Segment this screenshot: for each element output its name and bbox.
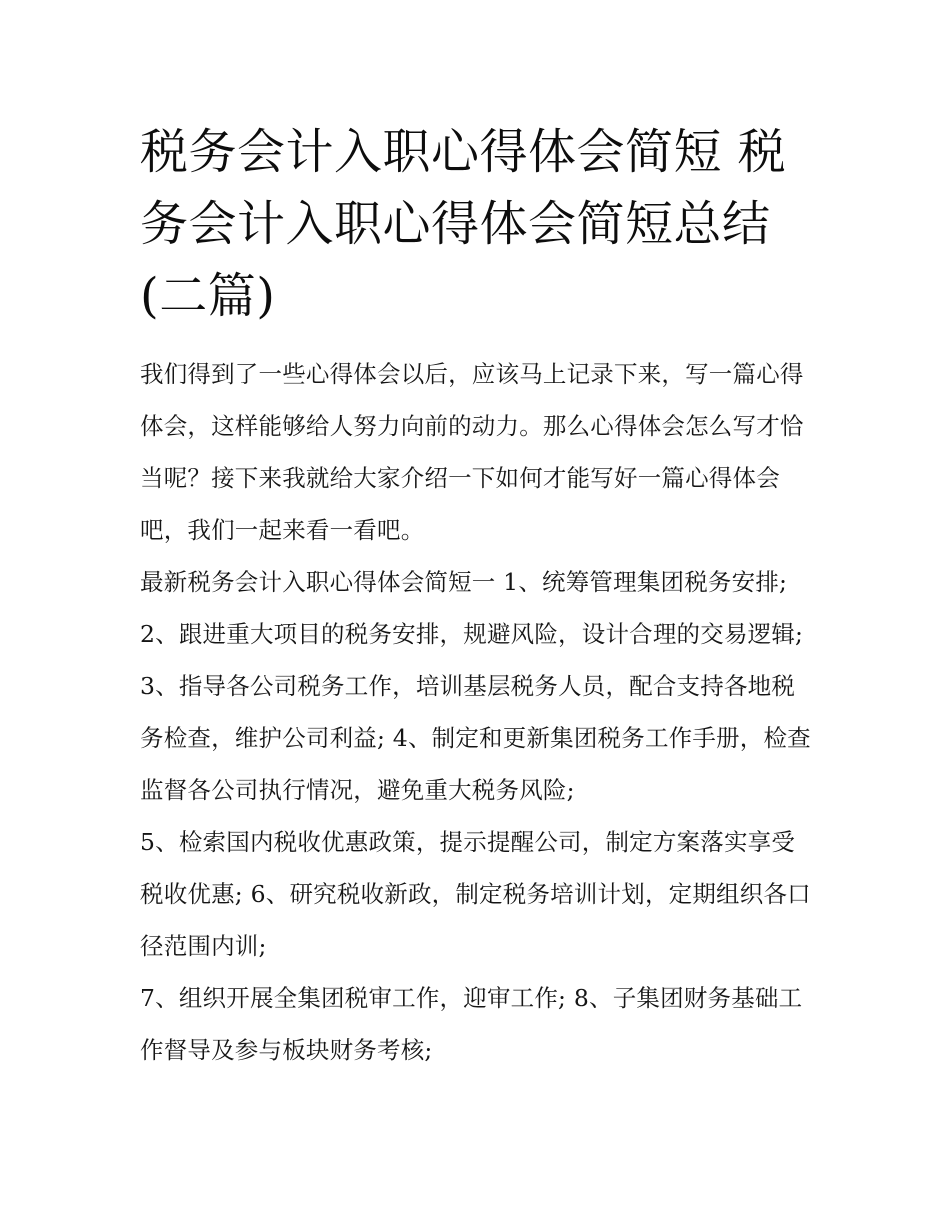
list-paragraph-5-6: 5、检索国内税收优惠政策，提示提醒公司，制定方案落实享受税收优惠; 6、研究税收新政，制定税务培训计划，定期组织各口径范围内训; (140, 828, 811, 960)
list-paragraph-2: 2、跟进重大项目的税务安排，规避风险，设计合理的交易逻辑; (140, 620, 804, 648)
document-body (140, 116, 812, 1076)
intro-paragraph: 我们得到了一些心得体会以后，应该马上记录下来，写一篇心得体会，这样能够给人努力向前的动力。那么心得体会怎么写才恰当呢？接下来我就给大家介绍一下如何才能写好一篇心得体会吧，我们一起来看一看吧。 (140, 360, 804, 544)
section-heading-paragraph: 最新税务会计入职心得体会简短一 1、统筹管理集团税务安排; (140, 568, 788, 596)
document-title: 税务会计入职心得体会简短 税务会计入职心得体会简短总结(二篇) (140, 124, 787, 324)
list-paragraph-7-8: 7、组织开展全集团税审工作，迎审工作; 8、子集团财务基础工作督导及参与板块财务考核; (140, 984, 803, 1064)
list-paragraph-3-4: 3、指导各公司税务工作，培训基层税务人员，配合支持各地税务检查，维护公司利益; 4、制定和更新集团税务工作手册，检查监督各公司执行情况，避免重大税务风险; (140, 672, 811, 804)
